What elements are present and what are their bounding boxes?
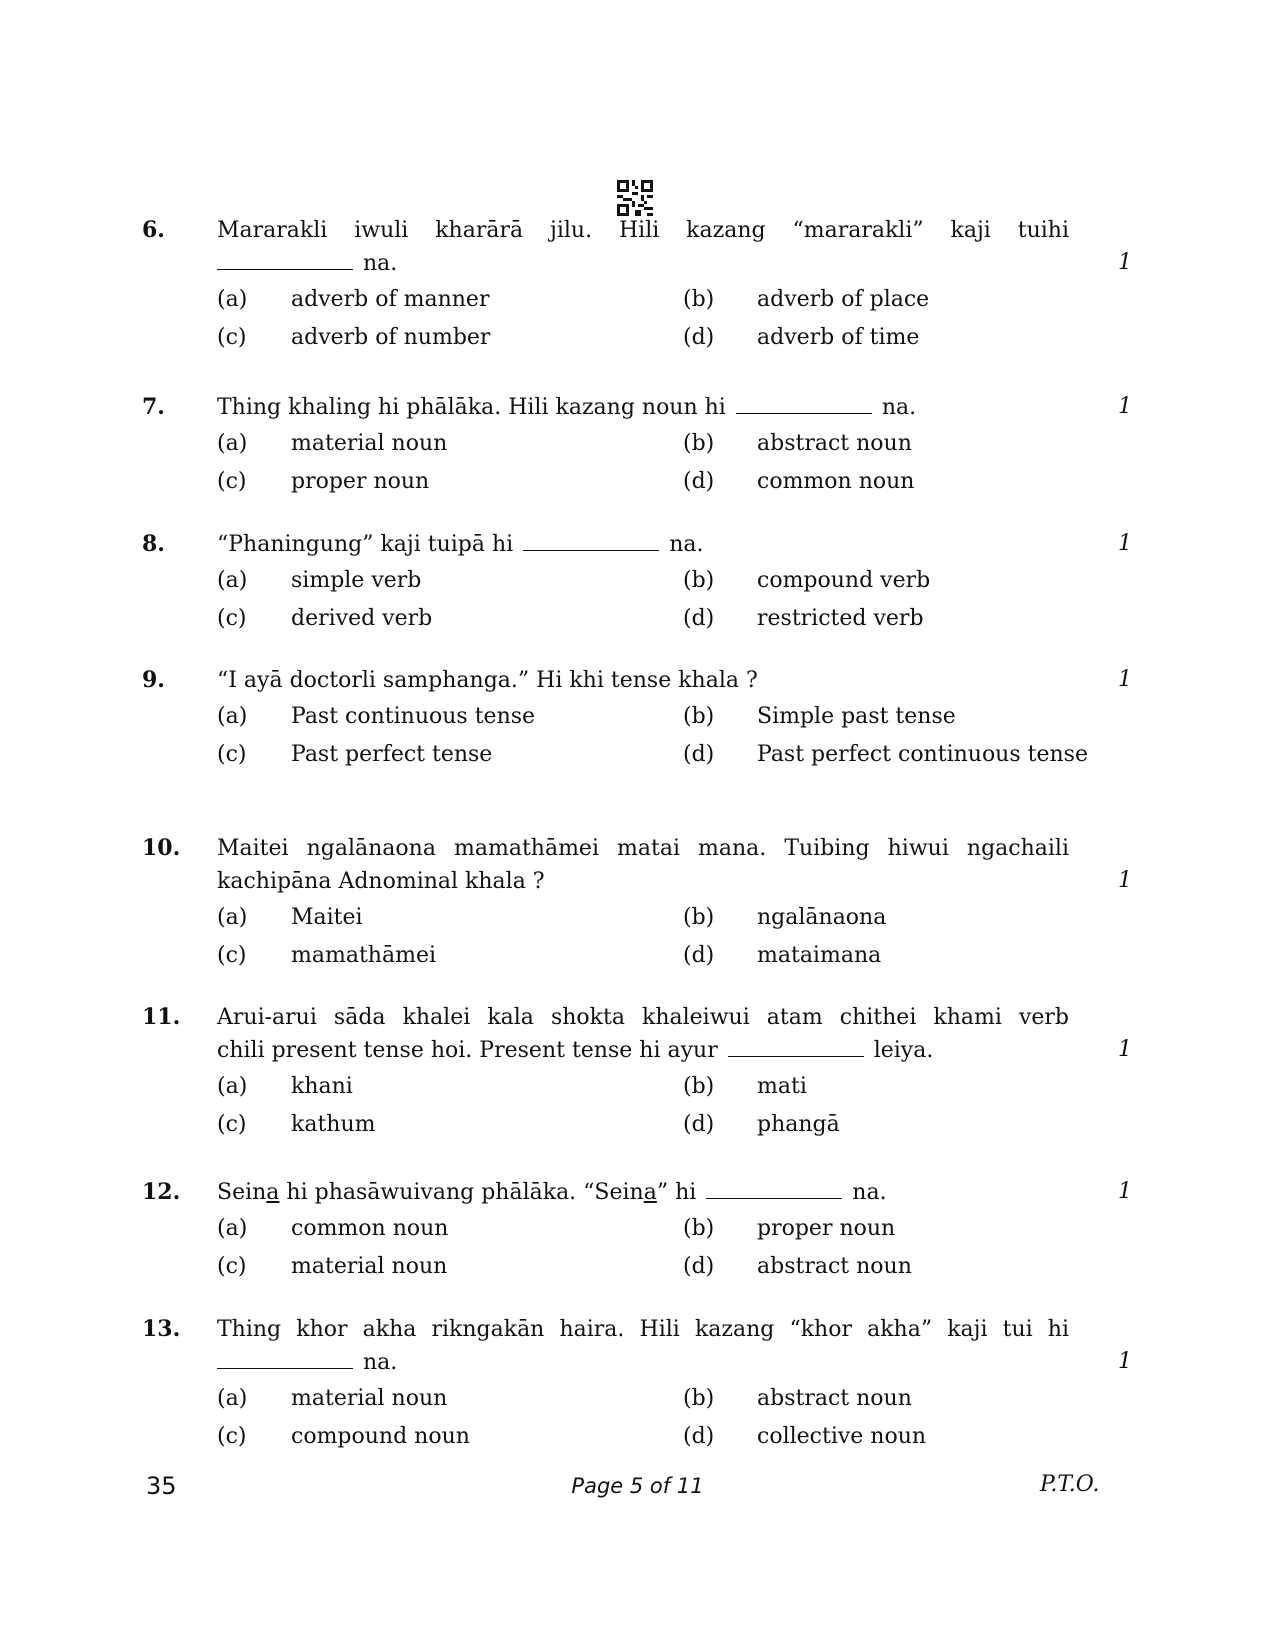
answer-blank	[523, 528, 659, 551]
question-number: 10.	[142, 835, 181, 861]
answer-blank	[728, 1034, 864, 1057]
answer-blank	[736, 391, 872, 414]
question-text: “Phaningung” kaji tuipā hi na.	[217, 528, 1069, 561]
question-number: 6.	[142, 217, 165, 243]
answer-blank	[217, 1346, 353, 1369]
marks: 1	[1118, 531, 1132, 556]
question-number: 8.	[142, 531, 165, 557]
question-number: 11.	[142, 1004, 181, 1030]
question-text: Maitei ngalānaona mamathāmei matai mana. Tuibing hiwui ngachaili kachipāna Adnominal khala ?	[217, 836, 1069, 894]
marks: 1	[1118, 1179, 1132, 1204]
question-text: Thing khor akha rikngakān haira. Hili kazang “khor akha” kaji tui hi na.	[217, 1317, 1069, 1375]
marks: 1	[1118, 250, 1132, 275]
marks: 1	[1118, 1349, 1132, 1374]
question-text: Seina hi phasāwuivang phālāka. “Seina” hi na.	[217, 1176, 1069, 1209]
marks: 1	[1118, 1037, 1132, 1062]
question-number: 13.	[142, 1316, 181, 1342]
question-text: Thing khaling hi phālāka. Hili kazang noun hi na.	[217, 391, 1069, 424]
question-text: Mararakli iwuli kharārā jilu. Hili kazang “mararakli” kaji tuihi na.	[217, 218, 1069, 276]
page-number: Page 5 of 11	[571, 1474, 704, 1498]
marks: 1	[1118, 868, 1132, 893]
marks: 1	[1118, 394, 1132, 419]
answer-blank	[217, 247, 353, 270]
answer-blank	[706, 1176, 842, 1199]
question-text: “I ayā doctorli samphanga.” Hi khi tense khala ?	[217, 668, 758, 693]
paper-code: 35	[146, 1472, 177, 1500]
pto-label: P.T.O.	[1040, 1472, 1100, 1497]
question-number: 9.	[142, 667, 165, 693]
question-number: 12.	[142, 1179, 181, 1205]
qr-code-icon	[617, 180, 653, 216]
question-text: Arui-arui sāda khalei kala shokta khaleiwui atam chithei khami verb chili present tense hoi. Present tense hi ayur leiya.	[217, 1005, 1069, 1063]
marks: 1	[1118, 667, 1132, 692]
question-number: 7.	[142, 394, 165, 420]
